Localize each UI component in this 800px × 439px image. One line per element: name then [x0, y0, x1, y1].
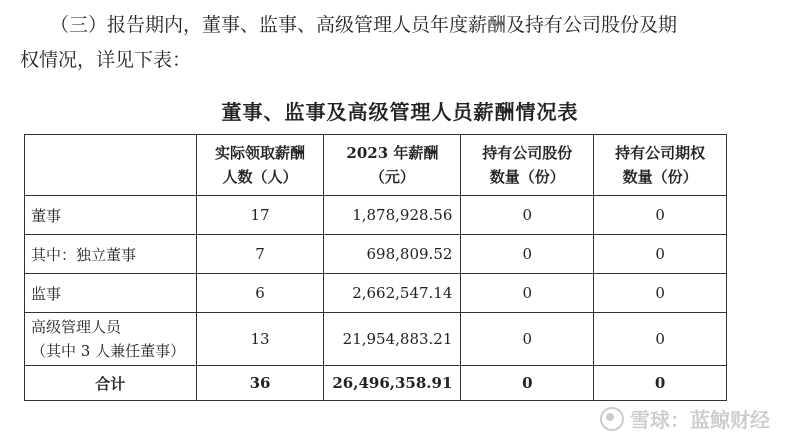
- table-row: [25, 196, 727, 235]
- table-header-row: [25, 135, 727, 196]
- intro-line-2: 权情况，详见下表：: [20, 49, 192, 71]
- header-options-line2: 数量（份）: [622, 168, 698, 186]
- row-salary: 698,809.52: [324, 235, 461, 274]
- watermark: [600, 404, 770, 433]
- total-row: [25, 366, 727, 401]
- total-salary: 26,496,358.91: [324, 366, 461, 401]
- intro-line-1: （三）报告期内，董事、监事、高级管理人员年度薪酬及持有公司股份及期: [50, 14, 678, 36]
- row-salary: 1,878,928.56: [324, 196, 461, 235]
- row-label: 监事: [25, 274, 197, 313]
- header-options: [594, 135, 727, 196]
- intro-paragraph: [20, 8, 780, 78]
- row-salary: 2,662,547.14: [324, 274, 461, 313]
- total-label: 合计: [25, 366, 197, 401]
- row-label: 其中：独立董事: [25, 235, 197, 274]
- table-row: [25, 274, 727, 313]
- header-count-line1: 实际领取薪酬: [215, 144, 306, 162]
- row-count: 7: [196, 235, 324, 274]
- table-row: [25, 313, 727, 366]
- row-label-line1: 高级管理人员: [31, 318, 122, 336]
- total-options: 0: [594, 366, 727, 401]
- header-shares-line2: 数量（份）: [489, 168, 565, 186]
- total-count: 36: [196, 366, 324, 401]
- header-options-line1: 持有公司期权: [615, 144, 706, 162]
- compensation-table: [24, 134, 727, 401]
- total-shares: 0: [461, 366, 594, 401]
- row-label: 董事: [25, 196, 197, 235]
- table-title: 董事、监事及高级管理人员薪酬情况表: [221, 100, 579, 124]
- row-options: 0: [594, 313, 727, 366]
- header-shares-line1: 持有公司股份: [482, 144, 573, 162]
- row-shares: 0: [461, 313, 594, 366]
- header-salary: 2023 年薪酬（元）: [324, 135, 461, 196]
- row-count: 17: [196, 196, 324, 235]
- row-shares: 0: [461, 274, 594, 313]
- header-count-line2: 人数（人）: [222, 168, 298, 186]
- row-shares: 0: [461, 235, 594, 274]
- row-options: 0: [594, 235, 727, 274]
- table-row: [25, 235, 727, 274]
- row-label: [25, 313, 197, 366]
- row-salary: 21,954,883.21: [324, 313, 461, 366]
- row-count: 6: [196, 274, 324, 313]
- row-options: 0: [594, 196, 727, 235]
- row-count: 13: [196, 313, 324, 366]
- watermark-text: 雪球：蓝鲸财经: [630, 408, 770, 432]
- snowball-logo-icon: [600, 407, 624, 431]
- row-shares: 0: [461, 196, 594, 235]
- header-count: [196, 135, 324, 196]
- row-label-line2: （其中 3 人兼任董事）: [31, 342, 186, 360]
- row-options: 0: [594, 274, 727, 313]
- header-empty: [25, 135, 197, 196]
- header-shares: [461, 135, 594, 196]
